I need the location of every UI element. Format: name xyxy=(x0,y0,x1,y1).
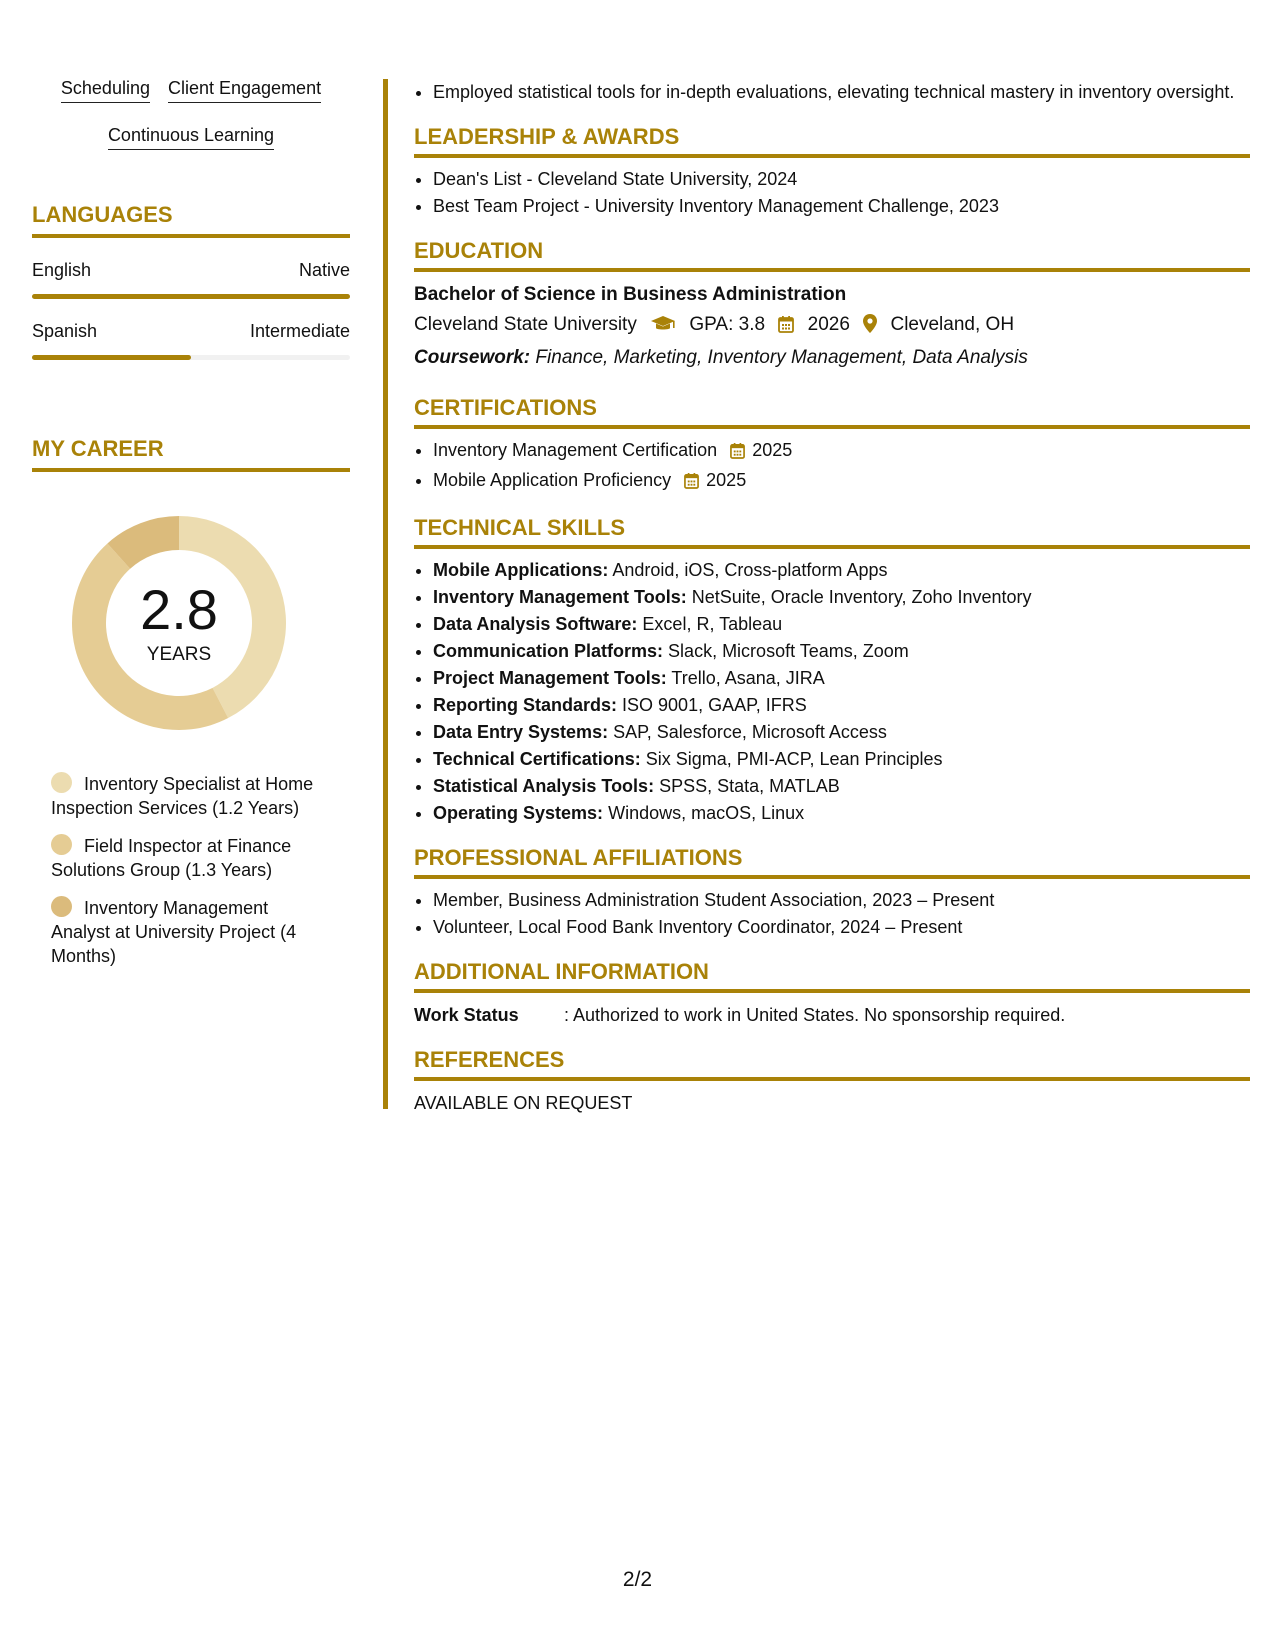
list-item xyxy=(433,800,1250,827)
career-unit: YEARS xyxy=(146,644,212,665)
technical-skills-list xyxy=(414,557,1250,827)
leadership-list xyxy=(414,166,1250,220)
skill-value: SAP, Salesforce, Microsoft Access xyxy=(613,722,887,742)
career-legend-label: Inventory Specialist at Home Inspection Services (1.2 Years) xyxy=(51,774,314,818)
skill-tags xyxy=(32,78,350,150)
skill-value: Android, iOS, Cross-platform Apps xyxy=(612,560,888,580)
calendar-icon xyxy=(684,470,699,497)
education-details xyxy=(414,310,1250,343)
legend-dot-icon xyxy=(51,896,72,917)
school-name: Cleveland State University xyxy=(414,314,637,335)
affiliations-list xyxy=(414,887,1250,941)
graduation-year: 2026 xyxy=(807,314,850,335)
work-status xyxy=(414,1001,1250,1029)
skill-label: Operating Systems: xyxy=(433,803,604,823)
coursework xyxy=(414,343,1250,373)
language-bar xyxy=(32,294,350,299)
skill-label: Inventory Management Tools: xyxy=(433,587,687,607)
legend-dot-icon xyxy=(51,772,72,793)
career-legend-label: Field Inspector at Finance Solutions Group (1.3 Years) xyxy=(51,836,292,880)
list-item: • Dean's List - Cleveland State University, 2024 xyxy=(433,166,1250,193)
right-column xyxy=(414,79,1250,1117)
left-column xyxy=(32,78,350,982)
career-legend xyxy=(51,772,331,968)
references-heading: REFERENCES xyxy=(414,1047,1250,1081)
skill-label: Data Entry Systems: xyxy=(433,722,609,742)
list-item xyxy=(433,692,1250,719)
certification-year: 2025 xyxy=(752,440,793,460)
skill-tag: Client Engagement xyxy=(168,78,321,103)
certifications-list xyxy=(414,437,1250,497)
skill-label: Project Management Tools: xyxy=(433,668,667,688)
skill-label: Technical Certifications: xyxy=(433,749,641,769)
skill-label: Reporting Standards: xyxy=(433,695,618,715)
language-name: Spanish xyxy=(32,321,98,341)
skill-value: Slack, Microsoft Teams, Zoom xyxy=(668,641,909,661)
list-item xyxy=(433,557,1250,584)
list-item xyxy=(433,584,1250,611)
references-text: AVAILABLE ON REQUEST xyxy=(414,1093,633,1113)
technical-skills-heading: TECHNICAL SKILLS xyxy=(414,515,1250,549)
list-item xyxy=(433,638,1250,665)
list-item xyxy=(433,746,1250,773)
leadership-heading: LEADERSHIP & AWARDS xyxy=(414,124,1250,158)
skill-label: Data Analysis Software: xyxy=(433,614,638,634)
skill-label: Statistical Analysis Tools: xyxy=(433,776,655,796)
list-item: • Volunteer, Local Food Bank Inventory Coordinator, 2024 – Present xyxy=(433,914,1250,941)
education-location: Cleveland, OH xyxy=(890,314,1015,335)
list-item: • Member, Business Administration Student Association, 2023 – Present xyxy=(433,887,1250,914)
language-bar-fill xyxy=(32,294,350,299)
calendar-icon xyxy=(778,313,794,343)
skill-value: Excel, R, Tableau xyxy=(642,614,783,634)
career-heading: MY CAREER xyxy=(32,436,350,472)
language-bar-fill xyxy=(32,355,191,360)
list-item xyxy=(433,437,1250,467)
affiliations-heading: PROFESSIONAL AFFILIATIONS xyxy=(414,845,1250,879)
skill-value: NetSuite, Oracle Inventory, Zoho Inventory xyxy=(691,587,1032,607)
location-pin-icon xyxy=(863,313,877,343)
skill-label: Communication Platforms: xyxy=(433,641,664,661)
list-item xyxy=(433,719,1250,746)
page-number: 2/2 xyxy=(622,1568,653,1591)
work-status-label: Work Status xyxy=(414,1005,519,1025)
gpa: GPA: 3.8 xyxy=(689,314,766,335)
career-legend-item xyxy=(51,896,331,968)
career-legend-item xyxy=(51,772,331,820)
career-donut-chart xyxy=(66,510,292,736)
career-legend-label: Inventory Management Analyst at University Project (4 Months) xyxy=(51,898,297,966)
language-level: Intermediate xyxy=(249,321,350,341)
language-level: Native xyxy=(298,260,350,280)
skill-tag: Scheduling xyxy=(61,78,150,103)
work-status-value: : Authorized to work in United States. No sponsorship required. xyxy=(564,1005,1066,1025)
column-divider xyxy=(383,79,388,1109)
skill-value: Trello, Asana, JIRA xyxy=(671,668,825,688)
degree-title: Bachelor of Science in Business Administration xyxy=(414,284,847,305)
language-bar xyxy=(32,355,350,360)
experience-bullet: • Employed statistical tools for in-depth evaluations, elevating technical mastery in inventory oversight. xyxy=(433,79,1250,106)
skill-label: Mobile Applications: xyxy=(433,560,609,580)
calendar-icon xyxy=(730,440,745,467)
language-english xyxy=(32,260,350,299)
certifications-heading: CERTIFICATIONS xyxy=(414,395,1250,429)
skill-value: SPSS, Stata, MATLAB xyxy=(659,776,840,796)
list-item xyxy=(433,665,1250,692)
language-spanish xyxy=(32,321,350,360)
experience-bullets xyxy=(414,79,1250,106)
coursework-list: Finance, Marketing, Inventory Management, Data Analysis xyxy=(535,347,1028,368)
skill-value: ISO 9001, GAAP, IFRS xyxy=(622,695,807,715)
language-name: English xyxy=(32,260,92,280)
coursework-label: Coursework: xyxy=(414,347,531,368)
career-legend-item xyxy=(51,834,331,882)
certification-name: Mobile Application Proficiency xyxy=(433,470,672,490)
skill-value: Six Sigma, PMI-ACP, Lean Principles xyxy=(645,749,943,769)
career-total: 2.8 xyxy=(140,578,218,641)
skill-value: Windows, macOS, Linux xyxy=(608,803,805,823)
education-heading: EDUCATION xyxy=(414,238,1250,272)
languages-heading: LANGUAGES xyxy=(32,202,350,238)
list-item xyxy=(433,467,1250,497)
legend-dot-icon xyxy=(51,834,72,855)
additional-info-heading: ADDITIONAL INFORMATION xyxy=(414,959,1250,993)
graduation-cap-icon xyxy=(650,313,676,343)
certification-year: 2025 xyxy=(706,470,747,490)
list-item: • Best Team Project - University Inventory Management Challenge, 2023 xyxy=(433,193,1250,220)
skill-tag: Continuous Learning xyxy=(108,125,274,150)
certification-name: Inventory Management Certification xyxy=(433,440,718,460)
list-item xyxy=(433,611,1250,638)
list-item xyxy=(433,773,1250,800)
